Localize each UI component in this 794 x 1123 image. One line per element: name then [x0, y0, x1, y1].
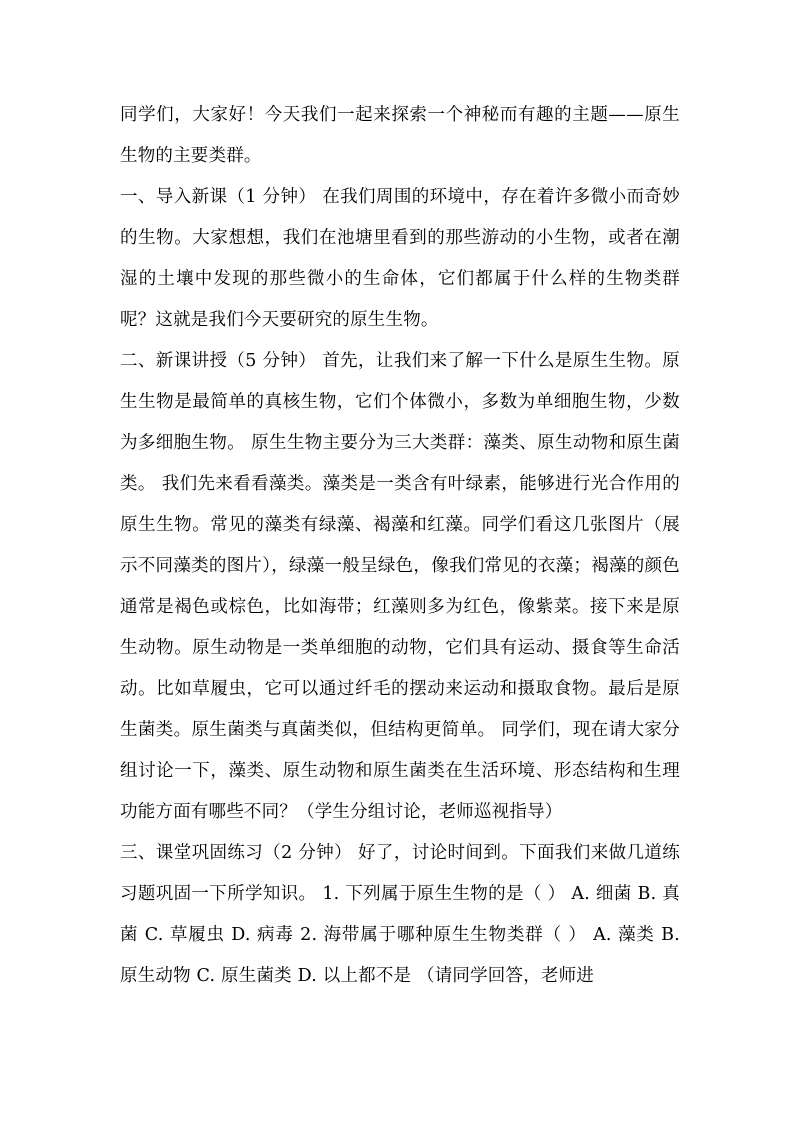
section-2-paragraph: 二、新课讲授（5 分钟） 首先，让我们来了解一下什么是原生生物。原生生物是最简单的真核生物，它们个体微小，多数为单细胞生物，少数为多细胞生物。 原生生物主要分为三大类群：藻类、原生动物和原生菌类。 我们先来看看藻类。藻类是一类含有叶绿素，能够进行光合作用的原生生物。常见的藻类有绿藻、褐藻和红藻。同学们看这几张图片（展示不同藻类的图片），绿藻一般呈绿色，像我们常见的衣藻；褐藻的颜色通常是褐色或棕色，比如海带；红藻则多为红色，像紫菜。接下来是原生动物。原生动物是一类单细胞的动物，它们具有运动、摄食等生命活动。比如草履虫，它可以通过纤毛的摆动来运动和摄取食物。最后是原生菌类。原生菌类与真菌类似，但结构更简单。 同学们，现在请大家分组讨论一下，藻类、原生动物和原生菌类在生活环境、形态结构和生理功能方面有哪些不同？（学生分组讨论，老师巡视指导） — [120, 351, 680, 822]
section-1-paragraph: 一、导入新课（1 分钟） 在我们周围的环境中，存在着许多微小而奇妙的生物。大家想想，我们在池塘里看到的那些游动的小生物，或者在潮湿的土壤中发现的那些微小的生命体，它们都属于什么样的生物类群呢？这就是我们今天要研究的原生生物。 — [120, 187, 680, 330]
document-body — [120, 95, 680, 997]
intro-paragraph: 同学们，大家好！今天我们一起来探索一个神秘而有趣的主题——原生生物的主要类群。 — [120, 105, 680, 166]
section-3-paragraph: 三、课堂巩固练习（2 分钟） 好了，讨论时间到。下面我们来做几道练习题巩固一下所学知识。 1. 下列属于原生生物的是（ ） A. 细菌 B. 真菌 C. 草履虫 D. 病毒 2. 海带属于哪种原生生物类群（ ） A. 藻类 B. 原生动物 C. 原生菌类 D. 以上都不是 （请同学回答，老师进 — [120, 843, 680, 986]
